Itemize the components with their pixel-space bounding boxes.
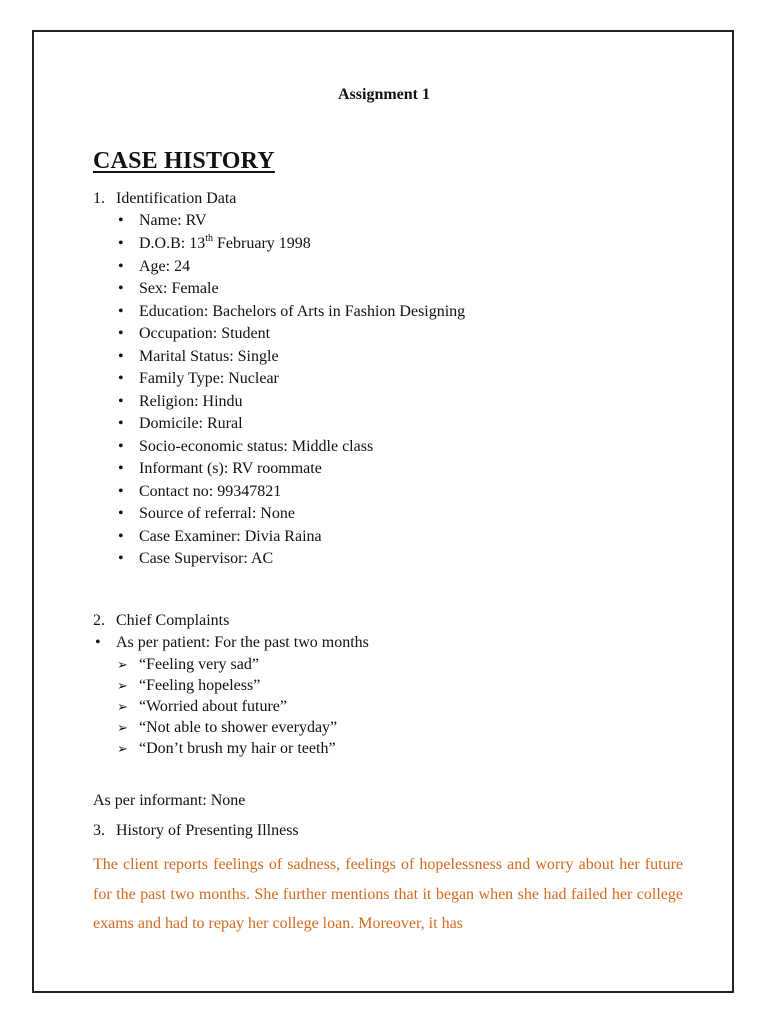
informant-line: As per informant: None xyxy=(93,792,246,809)
list-item-text: Source of referral: None xyxy=(139,505,295,522)
list-item xyxy=(0,302,768,322)
list-item xyxy=(0,549,768,569)
section-number: 2. xyxy=(93,612,105,629)
list-item-dob xyxy=(0,234,768,254)
list-item xyxy=(0,459,768,479)
bullet-icon: • xyxy=(118,482,124,500)
section-title: Identification Data xyxy=(116,190,237,207)
dob-suffix: February 1998 xyxy=(213,235,311,252)
list-item-text: Domicile: Rural xyxy=(139,415,243,432)
list-item xyxy=(0,414,768,434)
complaint-text: “Not able to shower everyday” xyxy=(139,719,338,736)
bullet-icon: • xyxy=(118,550,124,567)
bullet-icon: • xyxy=(118,527,124,545)
list-item-text: Informant (s): RV roommate xyxy=(139,460,322,477)
complaint-item xyxy=(0,718,768,738)
bullet-icon: • xyxy=(118,235,124,252)
arrow-bullet-icon: ➢ xyxy=(117,699,128,714)
dob-prefix: D.O.B: 13 xyxy=(139,235,206,252)
bullet-icon: • xyxy=(118,280,124,297)
list-item xyxy=(0,279,768,299)
assignment-title: Assignment 1 xyxy=(337,86,430,103)
bullet-icon: • xyxy=(95,634,101,651)
complaint-text: “Feeling very sad” xyxy=(139,656,259,673)
section-title: History of Presenting Illness xyxy=(116,822,299,839)
complaint-text: “Worried about future” xyxy=(139,698,287,715)
bullet-icon: • xyxy=(118,325,124,342)
section-title: Chief Complaints xyxy=(116,612,230,629)
arrow-bullet-icon: ➢ xyxy=(117,678,128,693)
bullet-icon: • xyxy=(118,257,124,275)
arrow-bullet-icon: ➢ xyxy=(117,720,128,735)
list-item xyxy=(0,437,768,457)
bullet-icon: • xyxy=(118,212,124,229)
list-item-text: Age: 24 xyxy=(139,257,191,275)
list-item-text: Case Examiner: Divia Raina xyxy=(139,527,322,545)
list-item-text: Occupation: Student xyxy=(139,325,271,342)
list-item-text: Socio-economic status: Middle class xyxy=(139,437,374,455)
complaint-item xyxy=(0,655,768,675)
list-item-text: Marital Status: Single xyxy=(139,347,279,365)
bullet-icon: • xyxy=(118,347,124,365)
list-item xyxy=(0,369,768,389)
bullet-icon: • xyxy=(118,415,124,432)
list-item-text: Contact no: 99347821 xyxy=(139,482,282,500)
arrow-bullet-icon: ➢ xyxy=(117,741,128,756)
complaint-item xyxy=(0,697,768,717)
patient-line-text: As per patient: For the past two months xyxy=(116,634,369,651)
section-1-header xyxy=(0,189,768,209)
list-item-text: Name: RV xyxy=(139,212,207,229)
list-item xyxy=(0,482,768,502)
bullet-icon: • xyxy=(118,302,124,320)
dob-text xyxy=(139,234,311,254)
complaint-item xyxy=(0,676,768,696)
dob-superscript: th xyxy=(205,232,214,244)
list-item xyxy=(0,211,768,231)
list-item xyxy=(0,257,768,277)
bullet-icon: • xyxy=(118,370,124,387)
bullet-icon: • xyxy=(118,505,124,522)
complaint-item xyxy=(0,739,768,759)
list-item-text: Case Supervisor: AC xyxy=(139,550,274,567)
section-3-header xyxy=(0,821,768,841)
complaint-text: “Don’t brush my hair or teeth” xyxy=(139,740,336,757)
list-item-text: Family Type: Nuclear xyxy=(139,370,279,387)
list-item-text: Sex: Female xyxy=(139,280,219,297)
bullet-icon: • xyxy=(118,392,124,410)
bullet-icon: • xyxy=(118,460,124,477)
section-number: 1. xyxy=(93,190,105,207)
list-item-text: Education: Bachelors of Arts in Fashion Designing xyxy=(139,302,466,320)
case-history-heading: CASE HISTORY xyxy=(93,148,275,174)
complaint-text: “Feeling hopeless” xyxy=(139,677,261,694)
list-item xyxy=(0,347,768,367)
list-item xyxy=(0,324,768,344)
section-number: 3. xyxy=(93,822,105,839)
list-item xyxy=(0,527,768,547)
arrow-bullet-icon: ➢ xyxy=(117,657,128,672)
presenting-illness-paragraph: The client reports feelings of sadness, feelings of hopelessness and worry about her future for the past two months. She further mentions that it began when she had failed her college exams and had to repay her college loan. Moreover, it has xyxy=(93,856,683,932)
list-item-text: Religion: Hindu xyxy=(139,392,243,410)
bullet-icon: • xyxy=(118,437,124,455)
list-item xyxy=(0,504,768,524)
patient-line xyxy=(0,633,768,653)
list-item xyxy=(0,392,768,412)
section-2-header xyxy=(0,611,768,631)
